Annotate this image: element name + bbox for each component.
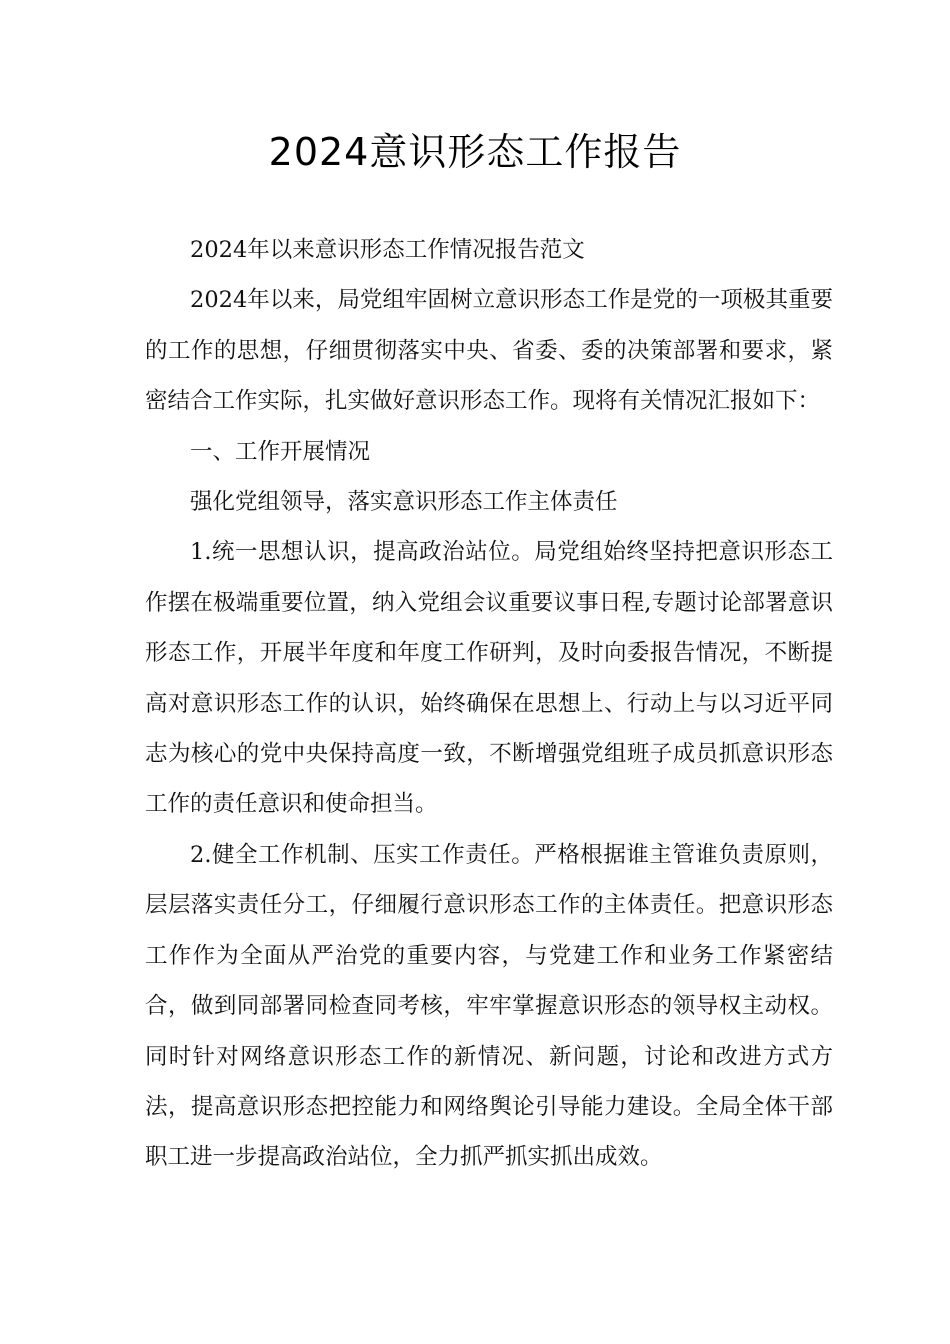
paragraph-intro: 2024年以来，局党组牢固树立意识形态工作是党的一项极其重要的工作的思想，仔细贯彻落实中央、省委、委的决策部署和要求，紧密结合工作实际，扎实做好意识形态工作。现将有关情况汇报如下： <box>145 287 833 415</box>
paragraph-subtitle: 2024年以来意识形态工作情况报告范文 <box>190 237 585 263</box>
paragraph-item-2: 2.健全工作机制、压实工作责任。严格根据谁主管谁负责原则，层层落实责任分工，仔细履行意识形态工作的主体责任。把意识形态工作作为全面从严治党的重要内容，与党建工作和业务工作紧密结合，做到同部署同检查同考核，牢牢掌握意识形态的领导权主动权。同时针对网络意识形态工作的新情况、新问题，讨论和改进方式方法，提高意识形态把控能力和网络舆论引导能力建设。全局全体干部职工进一步提高政治站位，全力抓严抓实抓出成效。 <box>145 841 833 1171</box>
paragraph-item-1: 1.统一思想认识，提高政治站位。局党组始终坚持把意识形态工作摆在极端重要位置，纳入党组会议重要议事日程,专题讨论部署意识形态工作，开展半年度和年度工作研判，及时向委报告情况，不断提高对意识形态工作的认识，始终确保在思想上、行动上与以习近平同志为核心的党中央保持高度一致，不断增强党组班子成员抓意识形态工作的责任意识和使命担当。 <box>145 539 833 818</box>
subsection-heading: 强化党组领导，落实意识形态工作主体责任 <box>190 489 618 516</box>
document-title: 2024意识形态工作报告 <box>268 130 682 174</box>
section-heading: 一、工作开展情况 <box>190 438 371 465</box>
document-body <box>145 225 833 1183</box>
